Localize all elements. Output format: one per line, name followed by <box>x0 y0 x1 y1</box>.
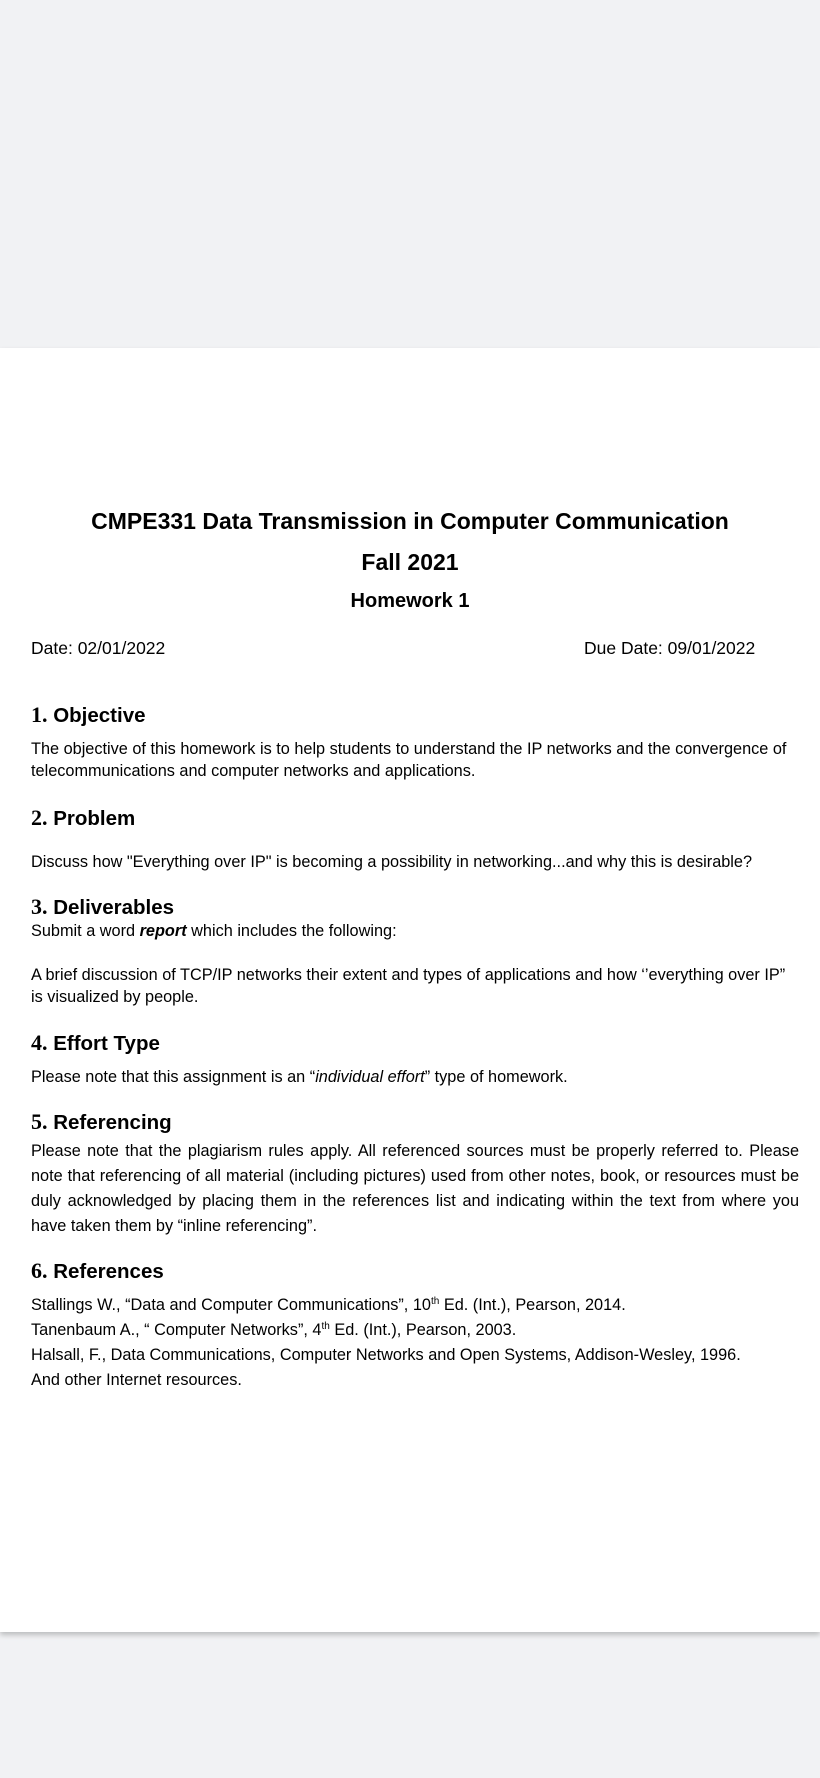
reference-item: Halsall, F., Data Communications, Computer Networks and Open Systems, Addison-Wesley, 1996. <box>31 1346 741 1364</box>
deliverables-intro <box>31 920 799 942</box>
deliverables-text: A brief discussion of TCP/IP networks their extent and types of applications and how ‘’everything over IP” is visualized by people. <box>31 966 786 1006</box>
viewer-background <box>0 0 820 348</box>
section-number: 4. <box>31 1030 48 1055</box>
section-number: 3. <box>31 894 48 919</box>
document-page <box>0 348 820 1632</box>
deliverables-intro-end: which includes the following: <box>186 922 397 940</box>
section-heading-deliverables <box>31 894 174 920</box>
section-heading-problem <box>31 805 135 831</box>
assignment-title: Homework 1 <box>350 590 470 612</box>
section-title: References <box>53 1260 164 1283</box>
reference-item <box>31 1319 799 1341</box>
effort-text-start: Please note that this assignment is an “ <box>31 1068 316 1086</box>
section-number: 6. <box>31 1258 48 1283</box>
reference-superscript: th <box>430 1296 440 1307</box>
section-heading-effort-type <box>31 1030 160 1056</box>
reference-item: And other Internet resources. <box>31 1371 242 1389</box>
effort-emphasis: individual effort <box>315 1068 425 1086</box>
page-title: CMPE331 Data Transmission in Computer Communication <box>91 508 729 534</box>
reference-item <box>31 1294 799 1316</box>
effort-text <box>31 1066 799 1088</box>
objective-text: The objective of this homework is to help students to understand the IP networks and the convergence of telecommunications and computer networks and applications. <box>31 740 787 780</box>
effort-text-end: ” type of homework. <box>424 1068 568 1086</box>
section-heading-objective <box>31 702 146 728</box>
section-number: 1. <box>31 702 48 727</box>
term-title: Fall 2021 <box>361 549 459 575</box>
reference-text: Tanenbaum A., “ Computer Networks”, 4 <box>31 1321 322 1339</box>
reference-text: Ed. (Int.), Pearson, 2014. <box>439 1296 626 1314</box>
section-title: Objective <box>53 704 146 727</box>
reference-text: Ed. (Int.), Pearson, 2003. <box>329 1321 517 1339</box>
deliverables-emphasis: report <box>139 922 187 940</box>
deliverables-intro-start: Submit a word <box>31 922 140 940</box>
problem-text: Discuss how "Everything over IP" is becoming a possibility in networking...and why this is desirable? <box>31 853 753 871</box>
section-title: Effort Type <box>53 1032 160 1055</box>
section-title: Deliverables <box>53 896 175 919</box>
reference-text: Stallings W., “Data and Computer Communications”, 10 <box>31 1296 431 1314</box>
section-title: Referencing <box>53 1111 172 1134</box>
referencing-text: Please note that the plagiarism rules apply. All referenced sources must be properly referred to. Please note that referencing of all material (including pictures) used from other notes, book, or resources must be duly acknowledged by placing them in the references list and indicating within the text from where you have taken them by “inline referencing”. <box>31 1142 799 1235</box>
due-date: Due Date: 09/01/2022 <box>584 638 756 658</box>
issue-date: Date: 02/01/2022 <box>31 638 166 658</box>
reference-superscript: th <box>321 1321 330 1332</box>
section-number: 5. <box>31 1109 48 1134</box>
section-heading-referencing <box>31 1109 172 1135</box>
section-title: Problem <box>53 807 136 830</box>
section-heading-references <box>31 1258 164 1284</box>
section-number: 2. <box>31 805 48 830</box>
